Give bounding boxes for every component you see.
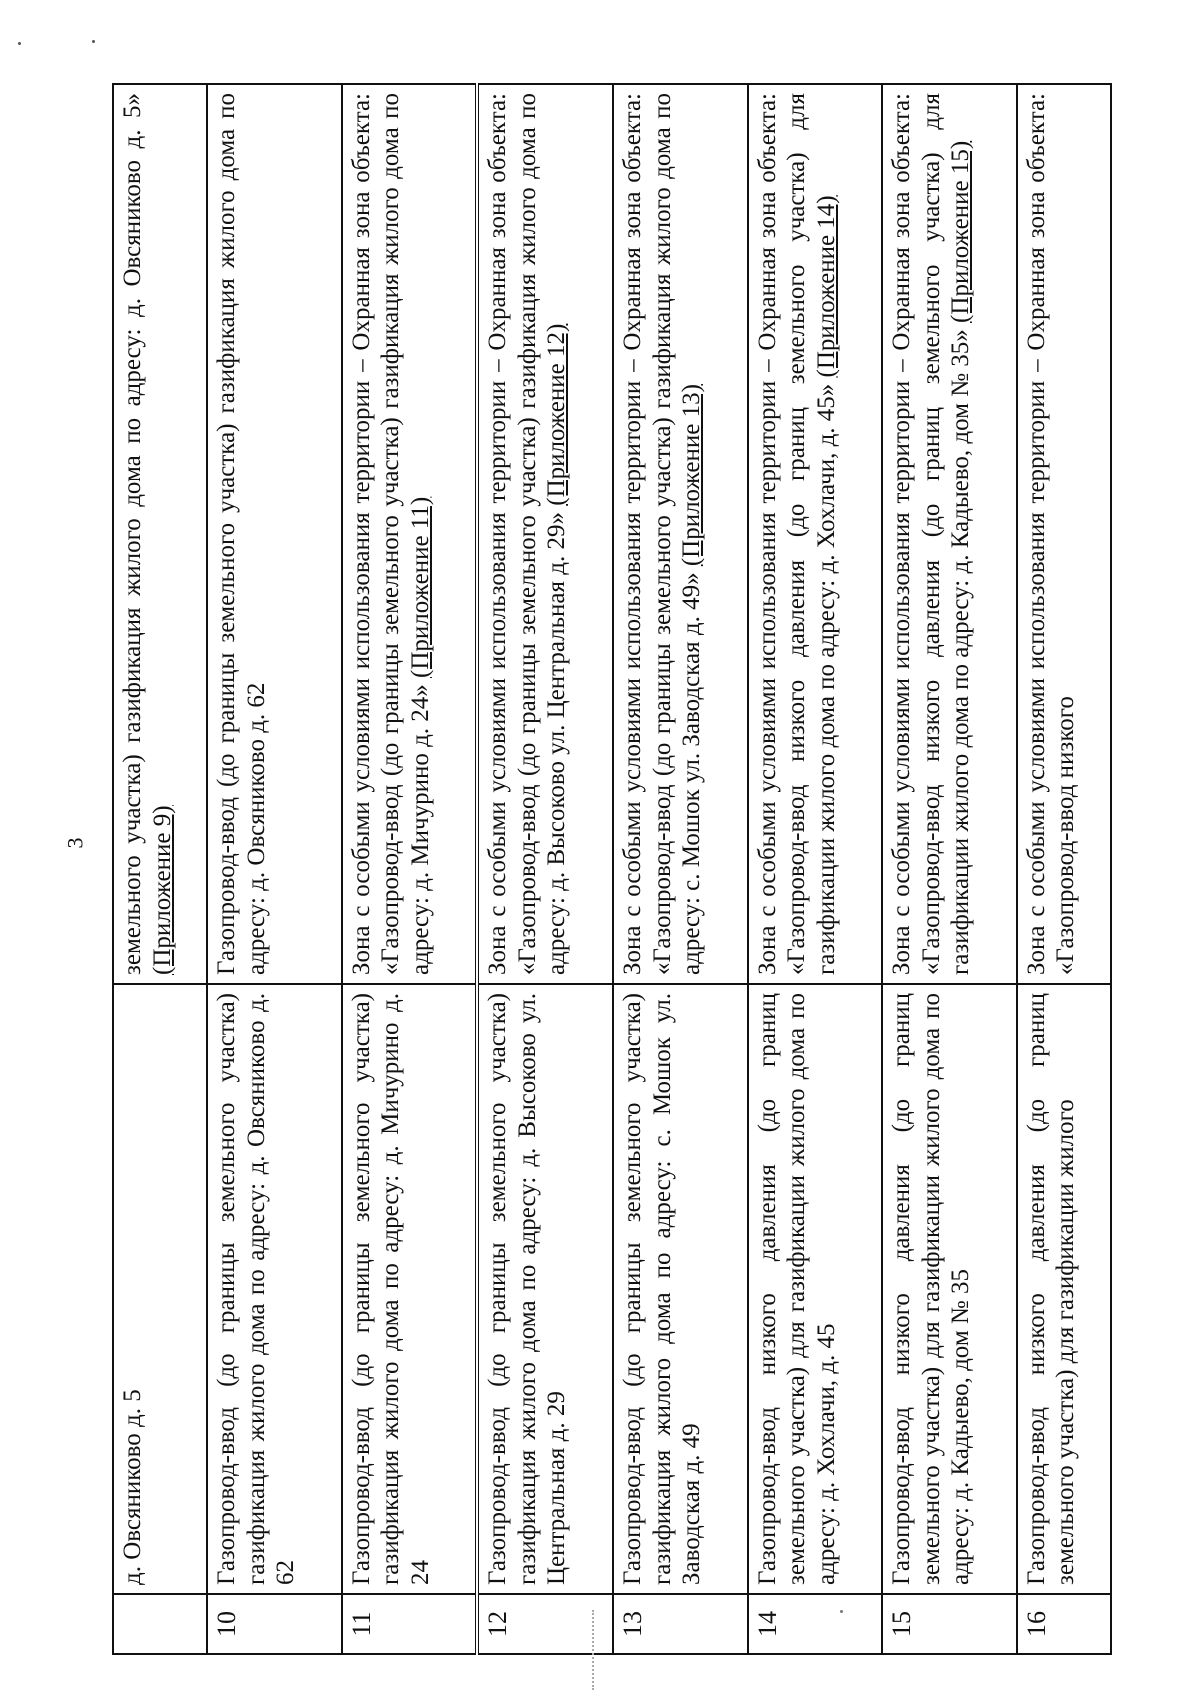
zone-text: Газопровод-ввод (до границы земельного участка) газификация жилого дома по адресу: д. Овсяниково д. 62 — [213, 93, 270, 975]
zone-cell — [113, 84, 207, 984]
object-cell: Газопровод-ввод (до границы земельного участка) газификация жилого дома по адресу: д. Овсяниково д. 62 — [207, 984, 341, 1594]
annex-reference: (Приложение 11) — [406, 496, 434, 678]
annex-reference: (Приложение 15) — [947, 140, 975, 323]
scan-artifact-dotted-line — [592, 1610, 596, 1690]
table-row — [613, 84, 747, 1654]
zone-text: Зона с особыми условиями использования территории – Охранная зона объекта: «Газопровод-ввод низкого давления (до границ земельного участка) для газификации жилого дома по адресу: д. Хохлачи, д. 45» — [753, 93, 840, 975]
object-cell: Газопровод-ввод низкого давления (до границ земельного участка) для газификации жилого дома по адресу: д. Хохлачи, д. 45 — [748, 984, 882, 1594]
table-holder — [112, 85, 1200, 1655]
zone-cell — [1017, 84, 1111, 984]
zone-text: Зона с особыми условиями использования территории – Охранная зона объекта: «Газопровод-ввод низкого давления (до границ земельного участка) для газификации жилого дома по адресу: д. Кадыево, дом № 35» — [888, 93, 975, 975]
table-row — [207, 84, 341, 1654]
zone-text: Зона с особыми условиями использования территории – Охранная зона объекта: «Газопровод-ввод (до границы земельного участка) газификация жилого дома по адресу: с. Мошок ул. Заводская д. 49» — [619, 93, 706, 975]
annex-reference: (Приложение 9) — [148, 805, 176, 975]
row-number: 15 — [882, 1594, 1016, 1654]
scan-speck — [18, 42, 21, 45]
row-number: 16 — [1017, 1594, 1111, 1654]
zone-text: Зона с особыми условиями использования территории – Охранная зона объекта: «Газопровод-ввод низкого — [1022, 93, 1080, 975]
object-cell: д. Овсяниково д. 5 — [113, 984, 207, 1594]
row-number: 11 — [342, 1594, 478, 1654]
object-cell: Газопровод-ввод низкого давления (до границ земельного участка) для газификации жилого — [1017, 984, 1111, 1594]
zone-text: Зона с особыми условиями использования территории – Охранная зона объекта: «Газопровод-ввод (до границы земельного участка) газификация жилого дома по адресу: д. Мичурино д. 24» — [347, 93, 434, 975]
annex-reference: (Приложение 13) — [678, 384, 706, 567]
row-number: 10 — [207, 1594, 341, 1654]
table-row — [1017, 84, 1111, 1654]
zone-cell — [477, 84, 613, 984]
rotated-table-area — [112, 85, 1200, 1637]
table-row — [748, 84, 882, 1654]
zone-text: земельного участка) газификация жилого дома по адресу: д. Овсяниково д. 5» — [119, 93, 146, 975]
scan-speck — [92, 40, 95, 43]
objects-table — [112, 83, 1112, 1655]
object-cell: Газопровод-ввод низкого давления (до границ земельного участка) для газификации жилого дома по адресу: д. Кадыево, дом № 35 — [882, 984, 1016, 1594]
row-number: 13 — [613, 1594, 747, 1654]
zone-text: Зона с особыми условиями использования территории – Охранная зона объекта: «Газопровод-ввод (до границы земельного участка) газификация жилого дома по адресу: д. Высоково ул. Центральная д. 29» — [484, 93, 571, 975]
row-number: 14 — [748, 1594, 882, 1654]
row-number — [113, 1594, 207, 1654]
zone-cell — [207, 84, 341, 984]
row-number: 12 — [477, 1594, 613, 1654]
table-row — [477, 84, 613, 1654]
table-row — [342, 84, 478, 1654]
zone-cell — [613, 84, 747, 984]
annex-reference: (Приложение 12) — [543, 323, 571, 506]
table-row — [882, 84, 1016, 1654]
annex-reference: (Приложение 14) — [812, 195, 840, 378]
page-number: 3 — [62, 837, 88, 849]
zone-cell — [342, 84, 478, 984]
zone-cell — [882, 84, 1016, 984]
object-cell: Газопровод-ввод (до границы земельного участка) газификация жилого дома по адресу: д. Мичурино д. 24 — [342, 984, 478, 1594]
object-cell: Газопровод-ввод (до границы земельного участка) газификация жилого дома по адресу: д. Высоково ул. Центральная д. 29 — [477, 984, 613, 1594]
object-cell: Газопровод-ввод (до границы земельного участка) газификация жилого дома по адресу: с. Мошок ул. Заводская д. 49 — [613, 984, 747, 1594]
zone-cell — [748, 84, 882, 984]
table-row — [113, 84, 207, 1654]
